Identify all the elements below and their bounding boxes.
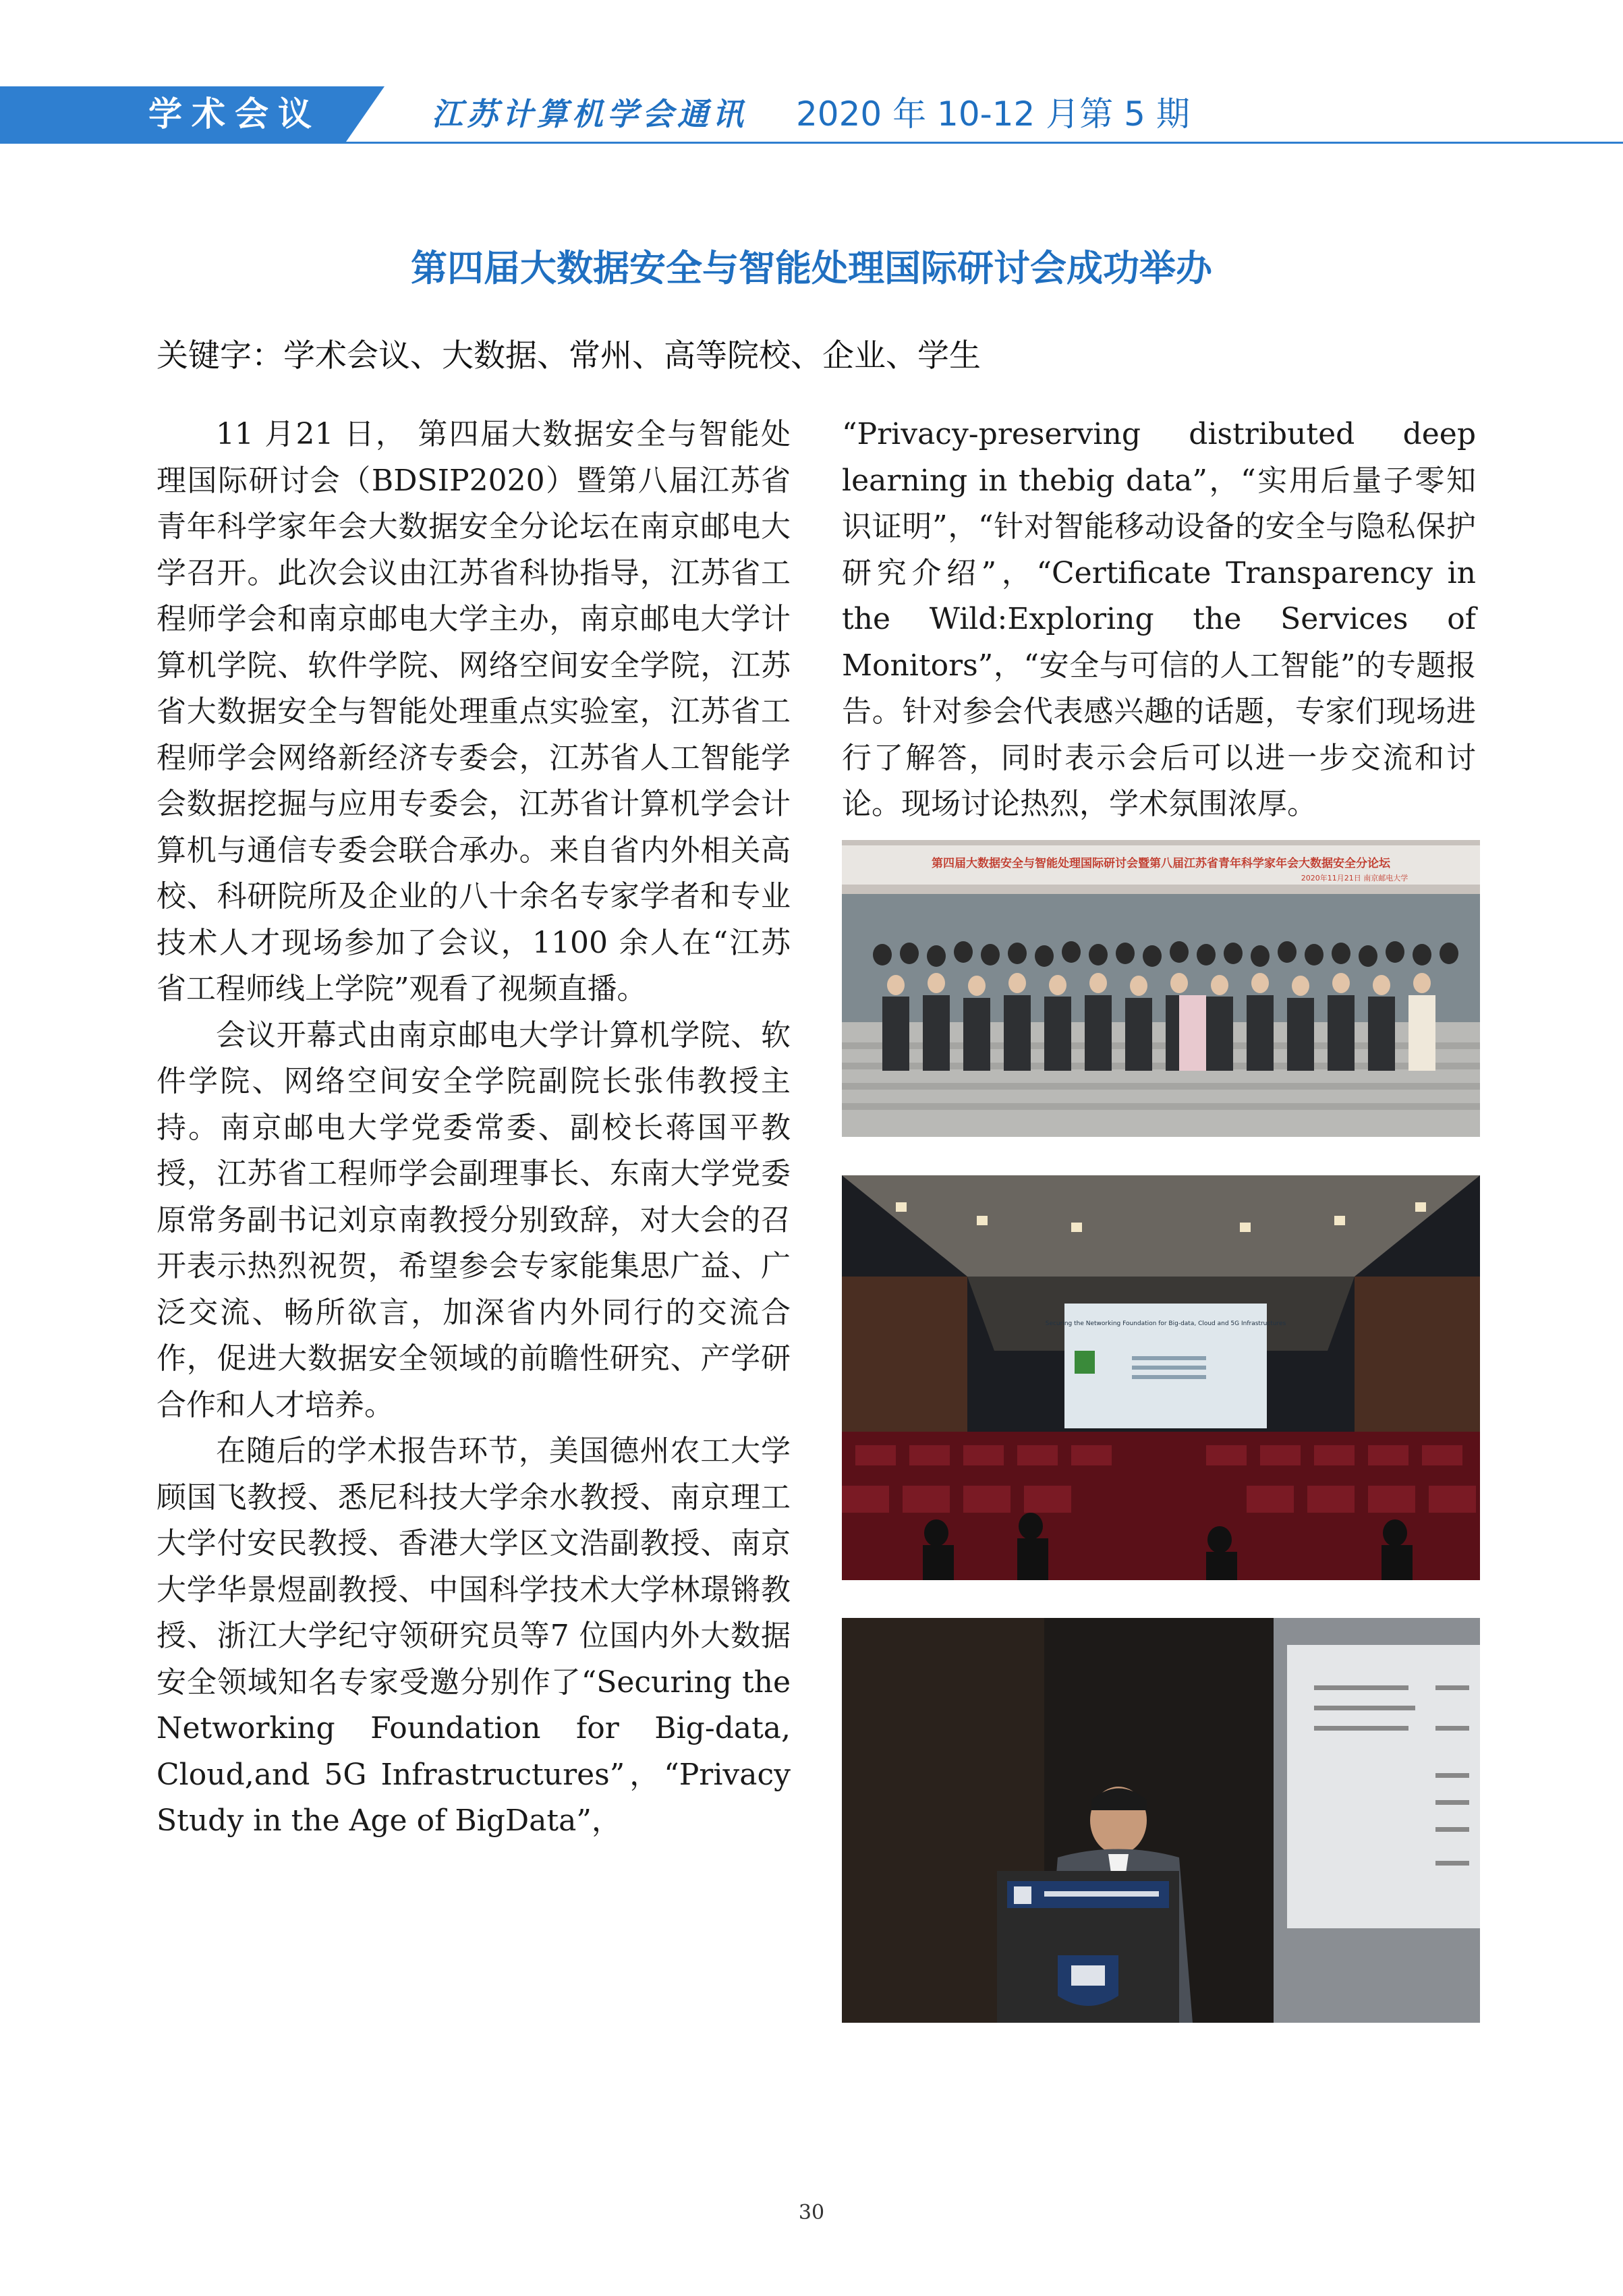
paragraph-2: 会议开幕式由南京邮电大学计算机学院、软件学院、网络空间安全学院副院长张伟教授主持。南京邮电大学党委常委、副校长蒋国平教授，江苏省工程师学会副理事长、东南大学党委原常务副书记刘京南教授分别致辞，对大会的召开表示热烈祝贺，希望参会专家能集思广益、广泛交流、畅所欲言，加深省内外同行的交流合作，促进大数据安全领域的前瞻性研究、产学研合作和人才培养。 xyxy=(156,1017,791,1422)
article-keywords: 关键字：学术会议、大数据、常州、高等院校、企业、学生 xyxy=(156,337,981,374)
section-label: 学术会议 xyxy=(148,94,321,134)
issue-label: 2020 年 10-12 月第 5 期 xyxy=(796,94,1190,134)
journal-name: 江苏计算机学会通讯 xyxy=(432,96,747,132)
banner-date: 2020年11月21日 南京邮电大学 xyxy=(1301,874,1408,883)
left-column xyxy=(156,412,791,1845)
paragraph-3: 在随后的学术报告环节，美国德州农工大学顾国飞教授、悉尼科技大学余水教授、南京理工大学付安民教授、香港大学区文浩副教授、南京大学华景煜副教授、中国科学技术大学林璟锵教授、浙江大学纪守领研究员等7 位国内外大数据安全领域知名专家受邀分别作了“Securing the Networking Foundation for Big-data, Cloud,and 5G Infrastructures”，“Privacy Study in the Age of BigData”， xyxy=(156,1434,791,1838)
paragraph-1: 11 月21 日， 第四届大数据安全与智能处理国际研讨会（BDSIP2020）暨第八届江苏省青年科学家年会大数据安全分论坛在南京邮电大学召开。此次会议由江苏省科协指导，江苏省工程师学会和南京邮电大学主办，南京邮电大学计算机学院、软件学院、网络空间安全学院，江苏省大数据安全与智能处理重点实验室，江苏省工程师学会网络新经济专委会，江苏省人工智能学会数据挖掘与应用专委会，江苏省计算机学会计算机与通信专委会联合承办。来自省内外相关高校、科研院所及企业的八十余名专家学者和专业技术人才现场参加了会议，1100 余人在“江苏省工程师线上学院”观看了视频直播。 xyxy=(156,417,791,1006)
page-number: 30 xyxy=(798,2201,825,2224)
paragraph-4: “Privacy-preserving distributed deep learning in thebig data”，“实用后量子零知识证明”，“针对智能移动设备的安全与隐私保护研究介绍”，“Certificate Transparency in the Wild:Exploring the Services of Monitors”，“安全与可信的人工智能”的专题报告。针对参会代表感兴趣的话题，专家们现场进行了解答，同时表示会后可以进一步交流和讨论。现场讨论热烈，学术氛围浓厚。 xyxy=(842,417,1476,821)
lecture-hall-photo xyxy=(842,1175,1480,1580)
group-photo xyxy=(842,840,1480,1137)
slide-title: Securing the Networking Foundation for Big-data, Cloud and 5G Infrastructures xyxy=(1045,1320,1286,1327)
banner-text: 第四届大数据安全与智能处理国际研讨会暨第八届江苏省青年科学家年会大数据安全分论坛 xyxy=(932,857,1390,870)
header-rule xyxy=(0,142,1623,144)
article-title: 第四届大数据安全与智能处理国际研讨会成功举办 xyxy=(411,247,1212,289)
speaker-photo xyxy=(842,1618,1480,2023)
right-column xyxy=(842,412,1476,828)
